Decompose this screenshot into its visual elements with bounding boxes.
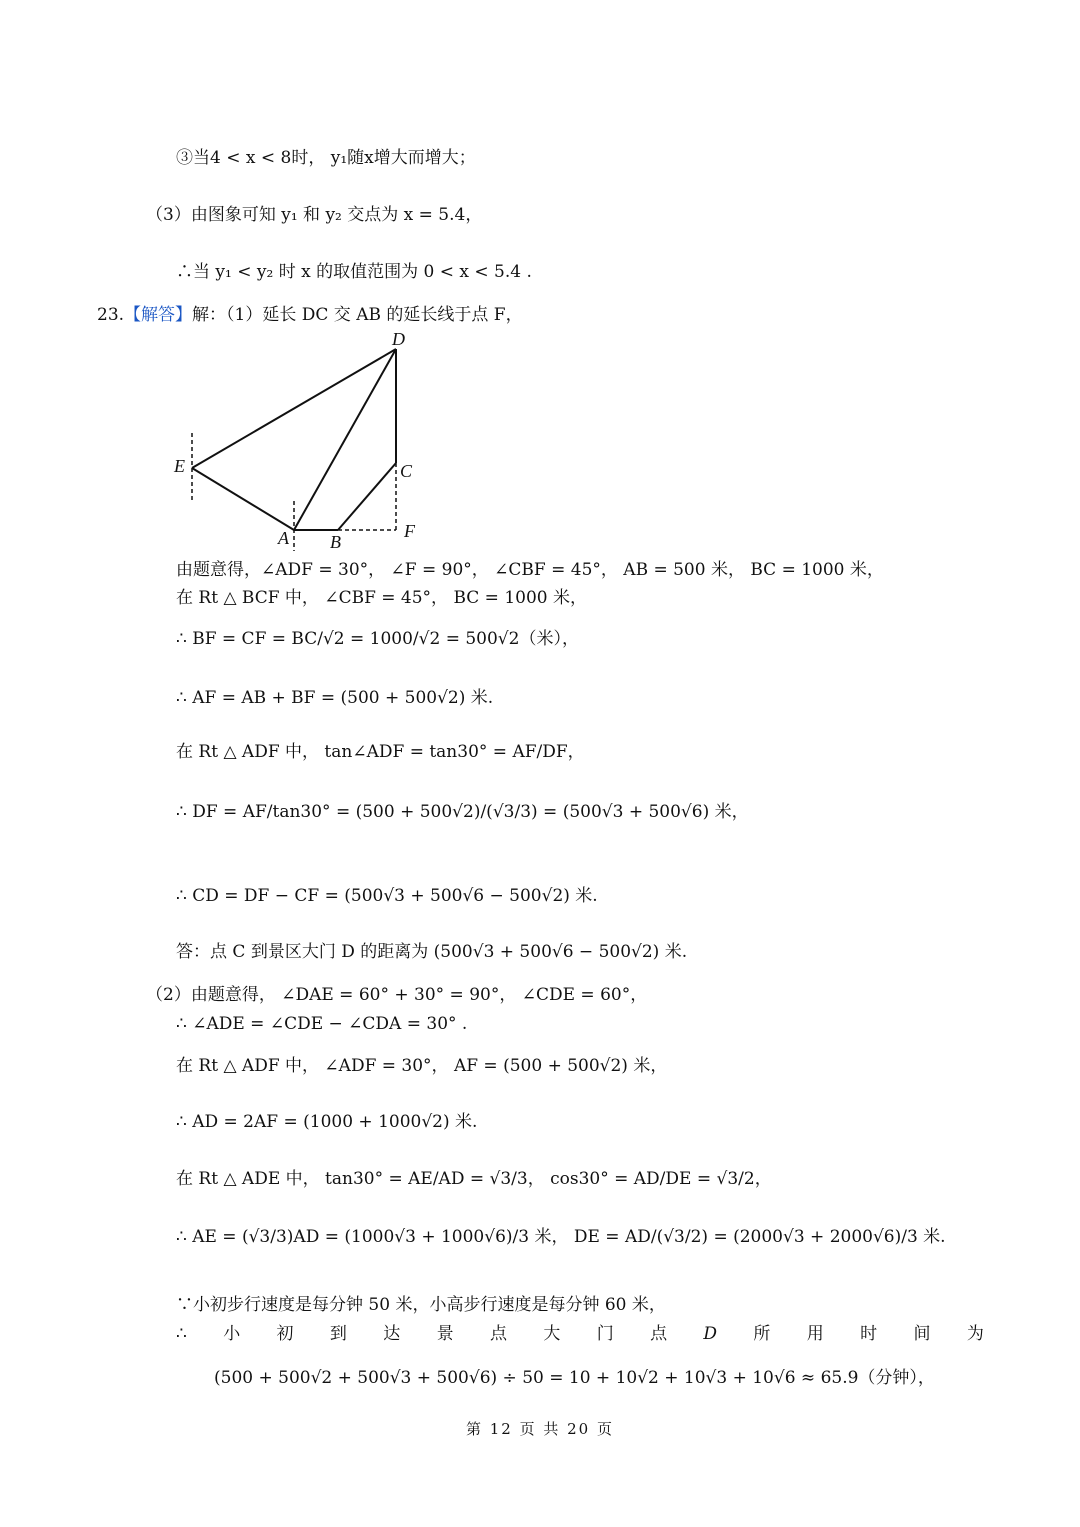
geometry-diagram: [168, 325, 428, 553]
af-calc: ∴ AF = AB + BF = (500 + 500√2) 米.: [176, 688, 494, 708]
answer-tag: 【解答】: [124, 305, 193, 325]
spread-char: ∴: [176, 1324, 187, 1344]
ae-de-calc: ∴ AE = (√3/3)AD = (1000√3 + 1000√6)/3 米， DE = AD/(√3/2) = (2000√3 + 2000√6)/3 米.: [176, 1227, 946, 1247]
spread-char: 大: [543, 1324, 561, 1344]
part3-range: ∴当 y₁ < y₂ 时 x 的取值范围为 0 < x < 5.4 .: [176, 262, 532, 282]
bf-cf-calc: ∴ BF = CF = BC/√2 = 1000/√2 = 500√2（米），: [176, 629, 579, 649]
speed-given: ∵小初步行速度是每分钟 50 米，小高步行速度是每分钟 60 米，: [176, 1295, 666, 1315]
spread-char: D: [703, 1324, 718, 1344]
spread-char: 到: [329, 1324, 347, 1344]
label-B: B: [330, 532, 341, 552]
spread-char: 达: [383, 1324, 401, 1344]
df-calc: ∴ DF = AF/tan30° = (500 + 500√2)/(√3/3) = (500√3 + 500√6) 米，: [176, 802, 749, 822]
part3-intersection: （3）由图象可知 y₁ 和 y₂ 交点为 x = 5.4，: [146, 205, 483, 225]
condition-line-3: ③当4 < x < 8时， y₁随x增大而增大；: [176, 148, 476, 168]
angle-ade: ∴ ∠ADE = ∠CDE − ∠CDA = 30° .: [176, 1014, 468, 1034]
spread-char: 点: [489, 1324, 507, 1344]
label-E: E: [174, 456, 185, 476]
spread-char: 时: [860, 1324, 878, 1344]
ad-calc: ∴ AD = 2AF = (1000 + 1000√2) 米.: [176, 1112, 478, 1132]
label-A: A: [278, 528, 289, 548]
label-F: F: [404, 521, 415, 541]
triangle-ADF-tan: 在 Rt △ ADF 中， tan∠ADF = tan30° = AF/DF，: [176, 742, 585, 762]
spread-char: 用: [806, 1324, 824, 1344]
triangle-BCF: 在 Rt △ BCF 中， ∠CBF = 45°， BC = 1000 米，: [176, 588, 587, 608]
question-number: 23.: [97, 305, 125, 325]
question-23-intro: 解：（1）延长 DC 交 AB 的延长线于点 F，: [192, 305, 523, 325]
given-conditions: 由题意得，∠ADF = 30°， ∠F = 90°， ∠CBF = 45°， AB = 500 米， BC = 1000 米，: [176, 560, 884, 580]
segment-ED: [192, 349, 396, 468]
segment-CB: [338, 463, 396, 530]
spread-char: 初: [276, 1324, 294, 1344]
spread-char: 所: [753, 1324, 771, 1344]
cd-calc: ∴ CD = DF − CF = (500√3 + 500√6 − 500√2) 米.: [176, 886, 598, 906]
label-C: C: [400, 461, 413, 481]
question-23-header: [97, 303, 523, 327]
part2-given: （2）由题意得， ∠DAE = 60° + 30° = 90°， ∠CDE = 60°，: [146, 985, 648, 1005]
triangle-ADF-af: 在 Rt △ ADF 中， ∠ADF = 30°， AF = (500 + 500√2) 米，: [176, 1056, 668, 1076]
spread-char: 点: [650, 1324, 668, 1344]
spread-char: 景: [436, 1324, 454, 1344]
time-calc: (500 + 500√2 + 500√3 + 500√6) ÷ 50 = 10 + 10√2 + 10√3 + 10√6 ≈ 65.9（分钟），: [214, 1368, 935, 1388]
spread-char: 为: [966, 1324, 984, 1344]
spread-char: 小: [223, 1324, 241, 1344]
page-footer: 第 12 页 共 20 页: [465, 1420, 614, 1438]
spread-char: 间: [913, 1324, 931, 1344]
answer-part1: 答：点 C 到景区大门 D 的距离为 (500√3 + 500√6 − 500√2) 米.: [176, 942, 688, 962]
spread-char: 门: [596, 1324, 614, 1344]
segment-EA: [192, 468, 294, 530]
label-D: D: [392, 329, 405, 349]
triangle-ADE-trig: 在 Rt △ ADE 中， tan30° = AE/AD = √3/3， cos30° = AD/DE = √3/2，: [176, 1169, 772, 1189]
xiaochu-time-line: [176, 1322, 984, 1346]
segment-AD: [294, 349, 396, 530]
